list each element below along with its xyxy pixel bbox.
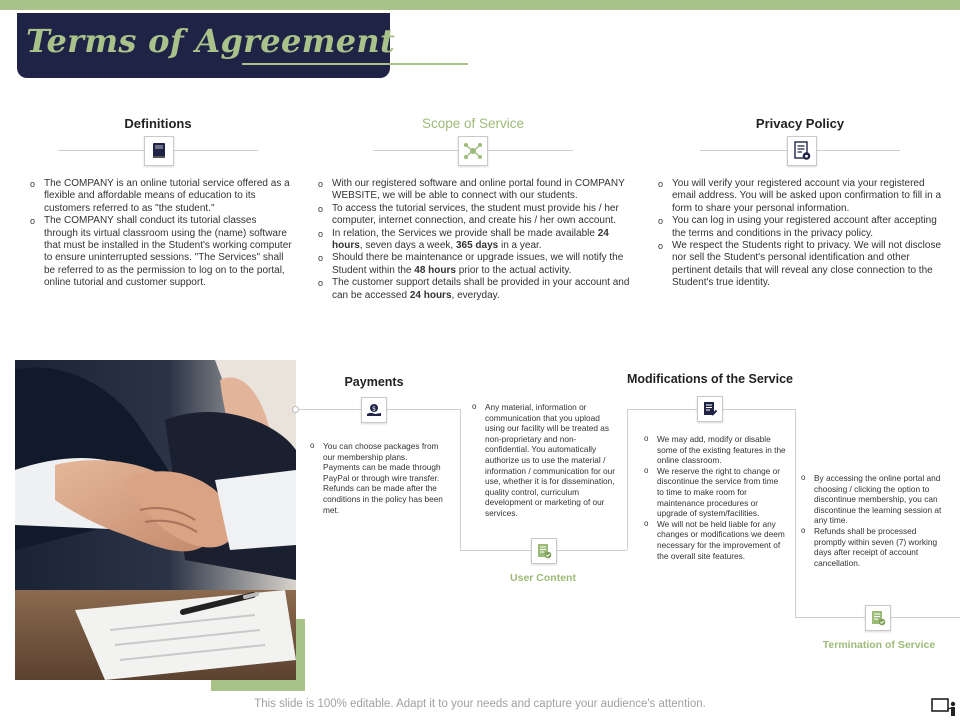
- modifications-list: [644, 434, 786, 561]
- scope-icon-box: [458, 136, 488, 166]
- list-item: o The customer support details shall be provided in your account and can be accessed 24 hours, everyday.: [318, 277, 634, 302]
- list-item: o We may add, modify or disable some of the existing features in the online classroom.: [644, 434, 786, 466]
- list-item: o To access the tutorial services, the student must provide his / her computer, internet connection, and create his / her own account.: [318, 203, 634, 228]
- definitions-icon-box: [144, 136, 174, 166]
- modifications-icon-box: [697, 396, 723, 422]
- presenter-icon: [930, 696, 958, 718]
- document-edit-icon: [702, 401, 718, 417]
- network-icon: [463, 142, 483, 160]
- list-item: o By accessing the online portal and choosing / clicking the option to discontinue membership, you can discontinue the learning session at any time.: [801, 473, 943, 526]
- list-item: o Should there be maintenance or upgrade issues, we will notify the Student within the 48 hours prior to the actual activity.: [318, 252, 634, 277]
- modifications-right-line: [795, 409, 796, 617]
- user-content-left-line: [460, 409, 461, 550]
- payments-icon-box: [361, 397, 387, 423]
- page-title: Terms of Agreement: [26, 22, 396, 60]
- footer-note: This slide is 100% editable. Adapt it to your needs and capture your audience's attention.: [254, 698, 706, 710]
- svg-text:$: $: [372, 405, 376, 413]
- scope-heading: Scope of Service: [421, 116, 525, 131]
- book-icon: [151, 142, 167, 160]
- list-item: o Any material, information or communication that you upload using our facility will be treated as non-proprietary and non-confidential. You automatically authorize us to use the material / information / communication for our use, whether it is for dissemination, quality control, curriculum development or marketing of our services.: [472, 402, 620, 519]
- top-accent-bar: [0, 0, 960, 10]
- list-item: o You can choose packages from our membership plans. Payments can be made through PayPal or through wire transfer. Refunds can be made after the conditions in the policy has been met.: [310, 441, 446, 515]
- list-item: o The COMPANY shall conduct its tutorial classes through its virtual classroom using the (name) software that must be installed in the Student's working computer to ensure uninterrupted sessions. "The Services" shall be referred to as the permission to log on to the portal, online tutorial and customer support.: [30, 215, 292, 289]
- user-content-list: [472, 402, 620, 519]
- privacy-heading: Privacy Policy: [755, 116, 845, 131]
- money-hand-icon: [366, 402, 382, 418]
- definitions-list: [30, 178, 292, 290]
- privacy-list: [658, 178, 948, 290]
- handshake-photo: [15, 360, 296, 680]
- termination-list: [801, 473, 943, 568]
- definitions-heading: Definitions: [124, 116, 192, 131]
- document-lock-icon: [793, 141, 811, 161]
- termination-icon-box: [865, 605, 891, 631]
- list-item: o Refunds shall be processed promptly within seven (7) working days after receipt of account cancellation.: [801, 526, 943, 568]
- list-item: o We respect the Students right to privacy. We will not disclose nor sell the Student's personal identification and other pertinent details that will reveal any close connection to the Student's true identity.: [658, 240, 948, 290]
- modifications-heading: Modifications of the Service: [626, 372, 793, 386]
- payments-list: [310, 441, 446, 515]
- document-check-icon: [536, 543, 552, 559]
- termination-label: Termination of Service: [822, 639, 936, 651]
- user-content-right-line: [627, 409, 628, 550]
- payments-heading: Payments: [344, 375, 404, 389]
- list-item: o We will not be held liable for any changes or modifications we deem necessary for the improvement of the overall site features.: [644, 519, 786, 561]
- list-item: o You can log in using your registered account after accepting the terms and conditions in the privacy policy.: [658, 215, 948, 240]
- list-item: o We reserve the right to change or discontinue the service from time to time to make room for maintenance procedures or upgrade of system/facilities.: [644, 466, 786, 519]
- list-item: o In relation, the Services we provide shall be made available 24 hours, seven days a week, 365 days in a year.: [318, 228, 634, 253]
- list-item: o You will verify your registered account via your registered email address. You will be asked upon confirmation to fill in a form to share your personal information.: [658, 178, 948, 215]
- title-underline: [242, 63, 468, 65]
- user-content-icon-box: [531, 538, 557, 564]
- scope-list: [318, 178, 634, 302]
- list-item: o With our registered software and online portal found in COMPANY WEBSITE, we will be able to connect with our students.: [318, 178, 634, 203]
- privacy-icon-box: [787, 136, 817, 166]
- document-check-icon: [870, 610, 886, 626]
- list-item: o The COMPANY is an online tutorial service offered as a flexible and affordable means of education to its customers referred to as "the student.": [30, 178, 292, 215]
- user-content-label: User Content: [510, 572, 576, 584]
